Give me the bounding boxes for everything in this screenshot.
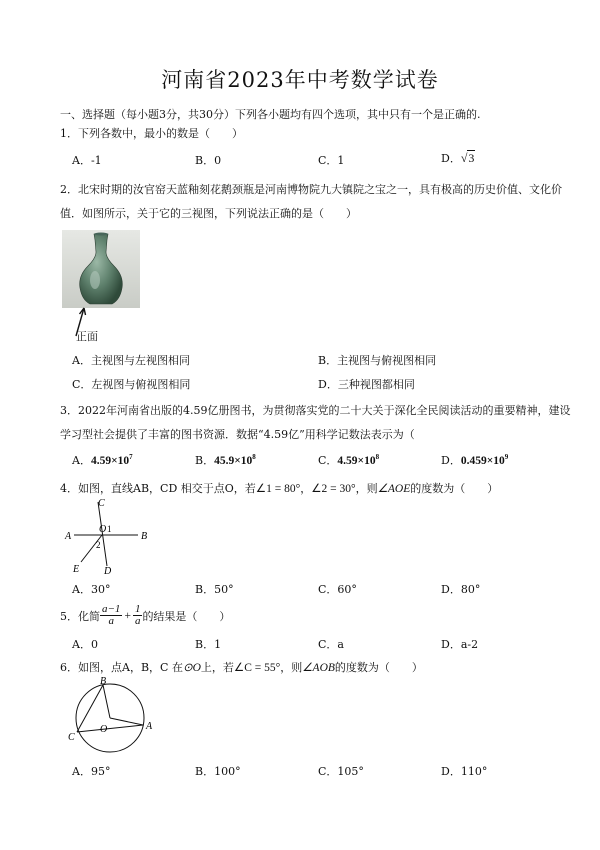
vase-photo (62, 230, 140, 342)
sqrt-expression: √3 (460, 151, 475, 165)
q1-option-d-prefix: D． (441, 152, 461, 165)
q6-angle-c: ∠C = 55° (233, 662, 281, 674)
q5-option-b[interactable]: B．1 (195, 638, 222, 651)
q3-option-b-exponent: 8 (252, 453, 256, 462)
q3-stem-line1: 3．2022年河南省出版的4.59亿册图书，为贯彻落实党的二十大关于深化全民阅读活动的重要精神，建设 (60, 404, 571, 417)
q1-option-c[interactable]: C．1 (318, 154, 345, 167)
label-e: E (73, 564, 80, 575)
label-c: C (98, 498, 105, 509)
q3-option-c-prefix: C． (318, 454, 338, 467)
fraction-1-denominator: a (108, 615, 114, 627)
q5-option-c[interactable]: C．a (318, 638, 344, 651)
label-d: D (104, 566, 112, 576)
q2-option-c[interactable]: C．左视图与俯视图相同 (72, 378, 191, 391)
q3-option-c-base: 4.59×10 (337, 455, 376, 467)
sqrt-radicand: 3 (468, 151, 475, 165)
q6-stem-part2: 上，若 (200, 661, 234, 674)
q3-option-b[interactable] (195, 452, 256, 468)
q4-target-angle: ∠AOE (377, 483, 411, 495)
q6-option-d[interactable]: D．110° (441, 765, 488, 778)
q4-option-c[interactable]: C．60° (318, 583, 357, 596)
q3-option-c-exponent: 8 (375, 453, 380, 462)
q6-stem-part3: ，则 (280, 661, 303, 674)
q3-option-d-base: 0.459×10 (460, 455, 505, 467)
q2-stem-line1: 2．北宋时期的汝官窑天蓝釉刻花鹅颈瓶是河南博物院九大镇院之宝之一，具有极高的历史价值、文化价 (60, 183, 562, 196)
fraction-2 (133, 604, 143, 627)
q3-option-b-base: 45.9×10 (214, 455, 253, 467)
q6-circle-o: ⊙O (182, 662, 201, 674)
label-a: A (146, 721, 153, 732)
q4-separator: ， (300, 482, 312, 495)
radius-oa (110, 718, 143, 725)
q3-option-a-base: 4.59×10 (90, 455, 130, 467)
fraction-2-numerator: 1 (134, 603, 141, 615)
q4-angle1: ∠1 = 80° (255, 483, 301, 495)
q4-option-d[interactable]: D．80° (441, 583, 481, 596)
plus-sign: + (124, 609, 131, 622)
q2-stem-line2: 值．如图所示，关于它的三视图，下列说法正确的是（ ） (60, 207, 357, 220)
q2-option-b[interactable]: B．主视图与俯视图相同 (318, 354, 437, 367)
q6-option-a[interactable]: A．95° (72, 765, 111, 778)
label-o: O (100, 724, 108, 735)
q6-stem-part1: 6．如图，点A，B，C 在 (60, 661, 183, 674)
q4-stem-part3: 的度数为（ ） (410, 482, 499, 495)
radius-ob (103, 685, 110, 718)
q4-angle2: ∠2 = 30° (311, 483, 356, 495)
q6-stem (60, 659, 423, 675)
q3-option-c[interactable] (318, 452, 379, 468)
q5-stem-part1: 5．化简 (60, 609, 100, 623)
fraction-2-denominator: a (134, 615, 141, 627)
q1-option-a[interactable]: A．-1 (72, 154, 102, 167)
section-heading: 一、选择题（每小题3分，共30分）下列各小题均有四个选项，其中只有一个是正确的. (60, 108, 481, 121)
q3-option-a[interactable] (72, 452, 133, 468)
fraction-1 (100, 604, 122, 627)
label-o: O (99, 524, 107, 535)
q4-stem-part2: ，则 (355, 482, 378, 495)
q3-option-d[interactable] (441, 452, 508, 468)
fraction-1-numerator: a−1 (102, 603, 121, 615)
q6-option-c[interactable]: C．105° (318, 765, 364, 778)
q3-stem-line2: 学习型社会提供了丰富的图书资源．数据“4.59亿”用科学记数法表示为（ (60, 428, 415, 441)
q2-option-a[interactable]: A．主视图与左视图相同 (72, 354, 190, 367)
q3-option-a-exponent: 7 (129, 453, 133, 462)
q4-diagram (62, 496, 152, 576)
q4-option-b[interactable]: B．50° (195, 583, 234, 596)
q1-option-b[interactable]: B．0 (195, 154, 222, 167)
q5-stem (60, 604, 230, 627)
label-a: A (65, 531, 72, 542)
q4-stem (60, 480, 498, 496)
q1-stem: 1．下列各数中，最小的数是（ ） (60, 127, 243, 140)
page-title: 河南省2023年中考数学试卷 (161, 68, 439, 92)
front-view-label: 正面 (76, 330, 98, 343)
q6-diagram (60, 676, 160, 756)
label-angle-1: 1 (107, 524, 112, 534)
q3-option-a-prefix: A． (72, 454, 91, 467)
q5-option-a[interactable]: A．0 (72, 638, 98, 651)
q3-option-b-prefix: B． (195, 454, 215, 467)
q3-option-d-prefix: D． (441, 454, 461, 467)
vase-illustration (62, 230, 140, 342)
q4-option-a[interactable]: A．30° (72, 583, 111, 596)
q5-stem-part2: 的结果是（ ） (142, 609, 231, 623)
chord-ca (77, 725, 143, 732)
q1-option-d[interactable] (441, 150, 475, 166)
label-b: B (141, 531, 148, 542)
q6-stem-part4: 的度数为（ ） (334, 661, 423, 674)
q2-option-d[interactable]: D．三种视图都相同 (318, 378, 415, 391)
label-angle-2: 2 (96, 540, 101, 550)
q3-option-d-exponent: 9 (504, 453, 509, 462)
q5-option-d[interactable]: D．a-2 (441, 638, 479, 651)
q6-target-angle: ∠AOB (302, 662, 335, 674)
q6-option-b[interactable]: B．100° (195, 765, 241, 778)
label-b: B (100, 676, 107, 687)
q4-stem-part1: 4．如图，直线AB，CD 相交于点O，若 (60, 482, 256, 495)
label-c: C (68, 732, 75, 743)
